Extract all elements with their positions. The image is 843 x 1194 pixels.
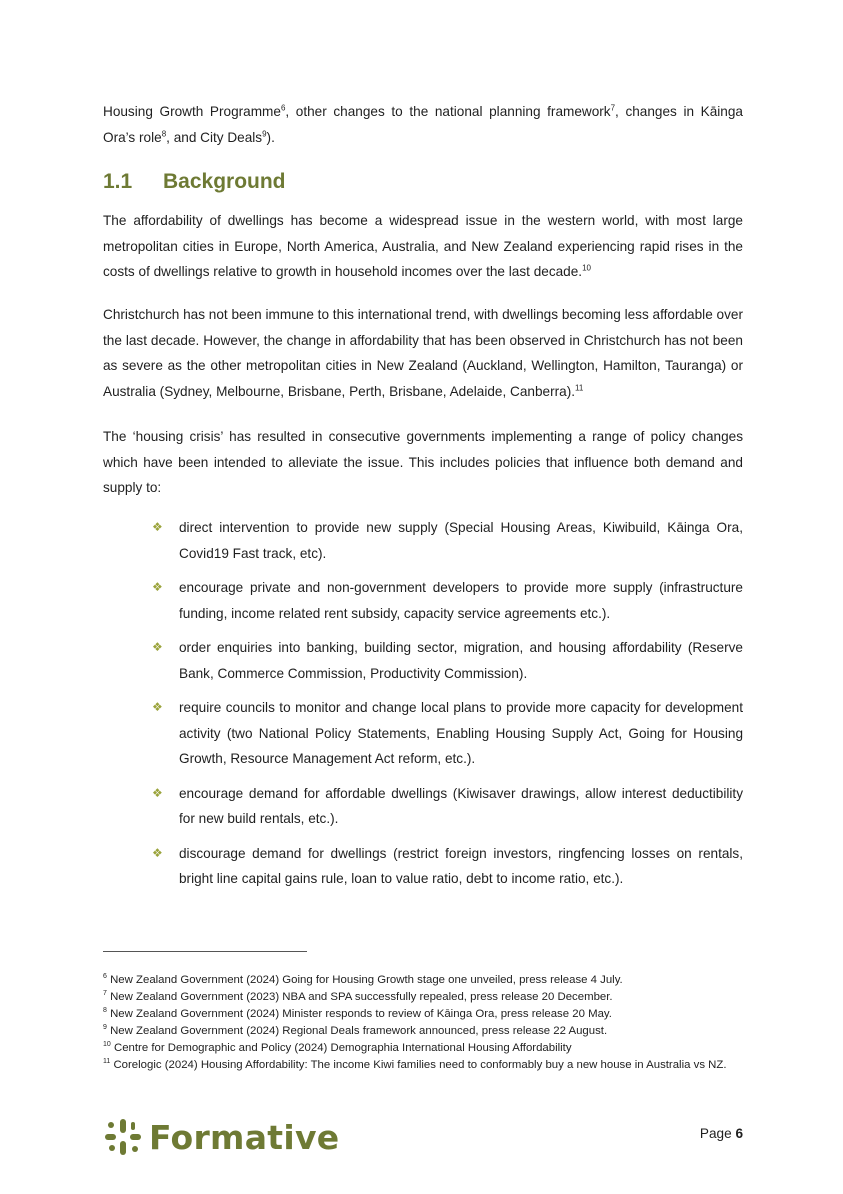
list-item bbox=[152, 841, 743, 892]
footnote bbox=[103, 1006, 743, 1023]
footnote bbox=[103, 972, 743, 989]
logo-wordmark: Formative bbox=[149, 1117, 340, 1157]
paragraph bbox=[103, 302, 743, 404]
diamond-cluster-icon: ❖ bbox=[152, 845, 163, 860]
footnote-number: 8 bbox=[103, 1007, 107, 1015]
footnote bbox=[103, 1040, 743, 1057]
footnote bbox=[103, 989, 743, 1006]
list-item bbox=[152, 515, 743, 566]
footnote-text: New Zealand Government (2024) Going for Housing Growth stage one unveiled, press release 4 July. bbox=[106, 974, 623, 986]
footnote-ref[interactable]: 11 bbox=[575, 382, 584, 392]
list-item bbox=[152, 695, 743, 772]
footnote-number: 10 bbox=[103, 1041, 111, 1049]
intro-text: , other changes to the national planning framework bbox=[285, 104, 611, 119]
page-number-value: 6 bbox=[735, 1126, 743, 1141]
section-number: 1.1 bbox=[103, 170, 133, 193]
intro-text: Housing Growth Programme bbox=[103, 104, 281, 119]
list-item bbox=[152, 635, 743, 686]
section-heading bbox=[103, 170, 286, 194]
formative-logo bbox=[103, 1116, 339, 1158]
list-item bbox=[152, 575, 743, 626]
intro-text: , changes in Kāinga Ora’s role bbox=[103, 104, 743, 145]
intro-text: ). bbox=[266, 129, 275, 145]
footnote-ref[interactable]: 7 bbox=[610, 103, 616, 113]
policy-bullet-list bbox=[152, 515, 743, 901]
footnote bbox=[103, 1023, 743, 1040]
list-item-text: encourage demand for affordable dwellings (Kiwisaver drawings, allow interest deductibility for new build rentals, etc.). bbox=[179, 785, 743, 826]
footnote-number: 6 bbox=[103, 973, 107, 981]
diamond-cluster-icon: ❖ bbox=[152, 520, 163, 534]
footnote-ref[interactable]: 6 bbox=[280, 103, 286, 113]
footnote-text: New Zealand Government (2023) NBA and SPA successfully repealed, press release 20 December. bbox=[106, 991, 613, 1003]
footnote-number: 11 bbox=[103, 1058, 111, 1066]
paragraph-text: The affordability of dwellings has become a widespread issue in the western world, with most large metropolitan cities in Europe, North America, Australia, and New Zealand experiencing rapid rises in the costs of dwellings relative to growth in household incomes over the last decade. bbox=[103, 213, 743, 279]
footnote-text: Corelogic (2024) Housing Affordability: The income Kiwi families need to conformably buy a new house in Australia vs NZ. bbox=[110, 1059, 727, 1071]
paragraph-text: Christchurch has not been immune to this international trend, with dwellings becoming less affordable over the last decade. However, the change in affordability that has been observed in Christchurch has not been as severe as the other metropolitan cities in New Zealand (Auckland, Wellington, Hamilton, Tauranga) or Australia (Sydney, Melbourne, Brisbane, Perth, Brisbane, Adelaide, Canberra). bbox=[103, 307, 743, 399]
footnotes bbox=[103, 972, 743, 1074]
paragraph bbox=[103, 424, 743, 501]
footnote-divider bbox=[103, 951, 307, 952]
list-item-text: require councils to monitor and change local plans to provide more capacity for development activity (two National Policy Statements, Enabling Housing Supply Act, Going for Housing Growth, Resource Management Act reform, etc.). bbox=[179, 700, 743, 766]
footnote-ref[interactable]: 9 bbox=[262, 128, 267, 138]
formative-mark-icon bbox=[103, 1117, 143, 1157]
page-label: Page bbox=[699, 1126, 732, 1141]
footnote-text: New Zealand Government (2024) Minister responds to review of Kāinga Ora, press release 20 May. bbox=[106, 1008, 612, 1020]
list-item-text: order enquiries into banking, building sector, migration, and housing affordability (Reserve Bank, Commerce Commission, Productivity Commission). bbox=[179, 640, 743, 681]
footnote-text: New Zealand Government (2024) Regional Deals framework announced, press release 22 August. bbox=[106, 1025, 608, 1037]
footnote-ref[interactable]: 8 bbox=[161, 128, 167, 138]
paragraph bbox=[103, 208, 743, 285]
diamond-cluster-icon: ❖ bbox=[152, 640, 163, 654]
paragraph-text: The ‘housing crisis’ has resulted in consecutive governments implementing a range of policy changes which have been intended to alleviate the issue. This includes policies that influence both demand and supply to: bbox=[103, 429, 743, 495]
footnote-number: 9 bbox=[103, 1024, 107, 1032]
intro-text: , and City Deals bbox=[166, 129, 263, 145]
footnote-text: Centre for Demographic and Policy (2024) Demographia International Housing Affordability bbox=[110, 1042, 572, 1054]
footnote-ref[interactable]: 10 bbox=[582, 263, 591, 273]
intro-continuation bbox=[103, 99, 743, 150]
diamond-cluster-icon: ❖ bbox=[152, 580, 163, 594]
list-item-text: discourage demand for dwellings (restrict foreign investors, ringfencing losses on rentals, bright line capital gains rule, loan to value ratio, debt to income ratio, etc.). bbox=[179, 845, 743, 886]
page-number bbox=[700, 1126, 743, 1141]
list-item bbox=[152, 781, 743, 832]
footnote bbox=[103, 1057, 743, 1074]
diamond-cluster-icon: ❖ bbox=[152, 700, 163, 714]
section-title: Background bbox=[163, 170, 286, 193]
list-item-text: direct intervention to provide new supply (Special Housing Areas, Kiwibuild, Kāinga Ora, Covid19 Fast track, etc). bbox=[179, 520, 743, 561]
diamond-cluster-icon: ❖ bbox=[152, 785, 163, 800]
footnote-number: 7 bbox=[103, 990, 107, 998]
list-item-text: encourage private and non-government developers to provide more supply (infrastructure funding, income related rent subsidy, capacity service agreements etc.). bbox=[179, 580, 743, 621]
